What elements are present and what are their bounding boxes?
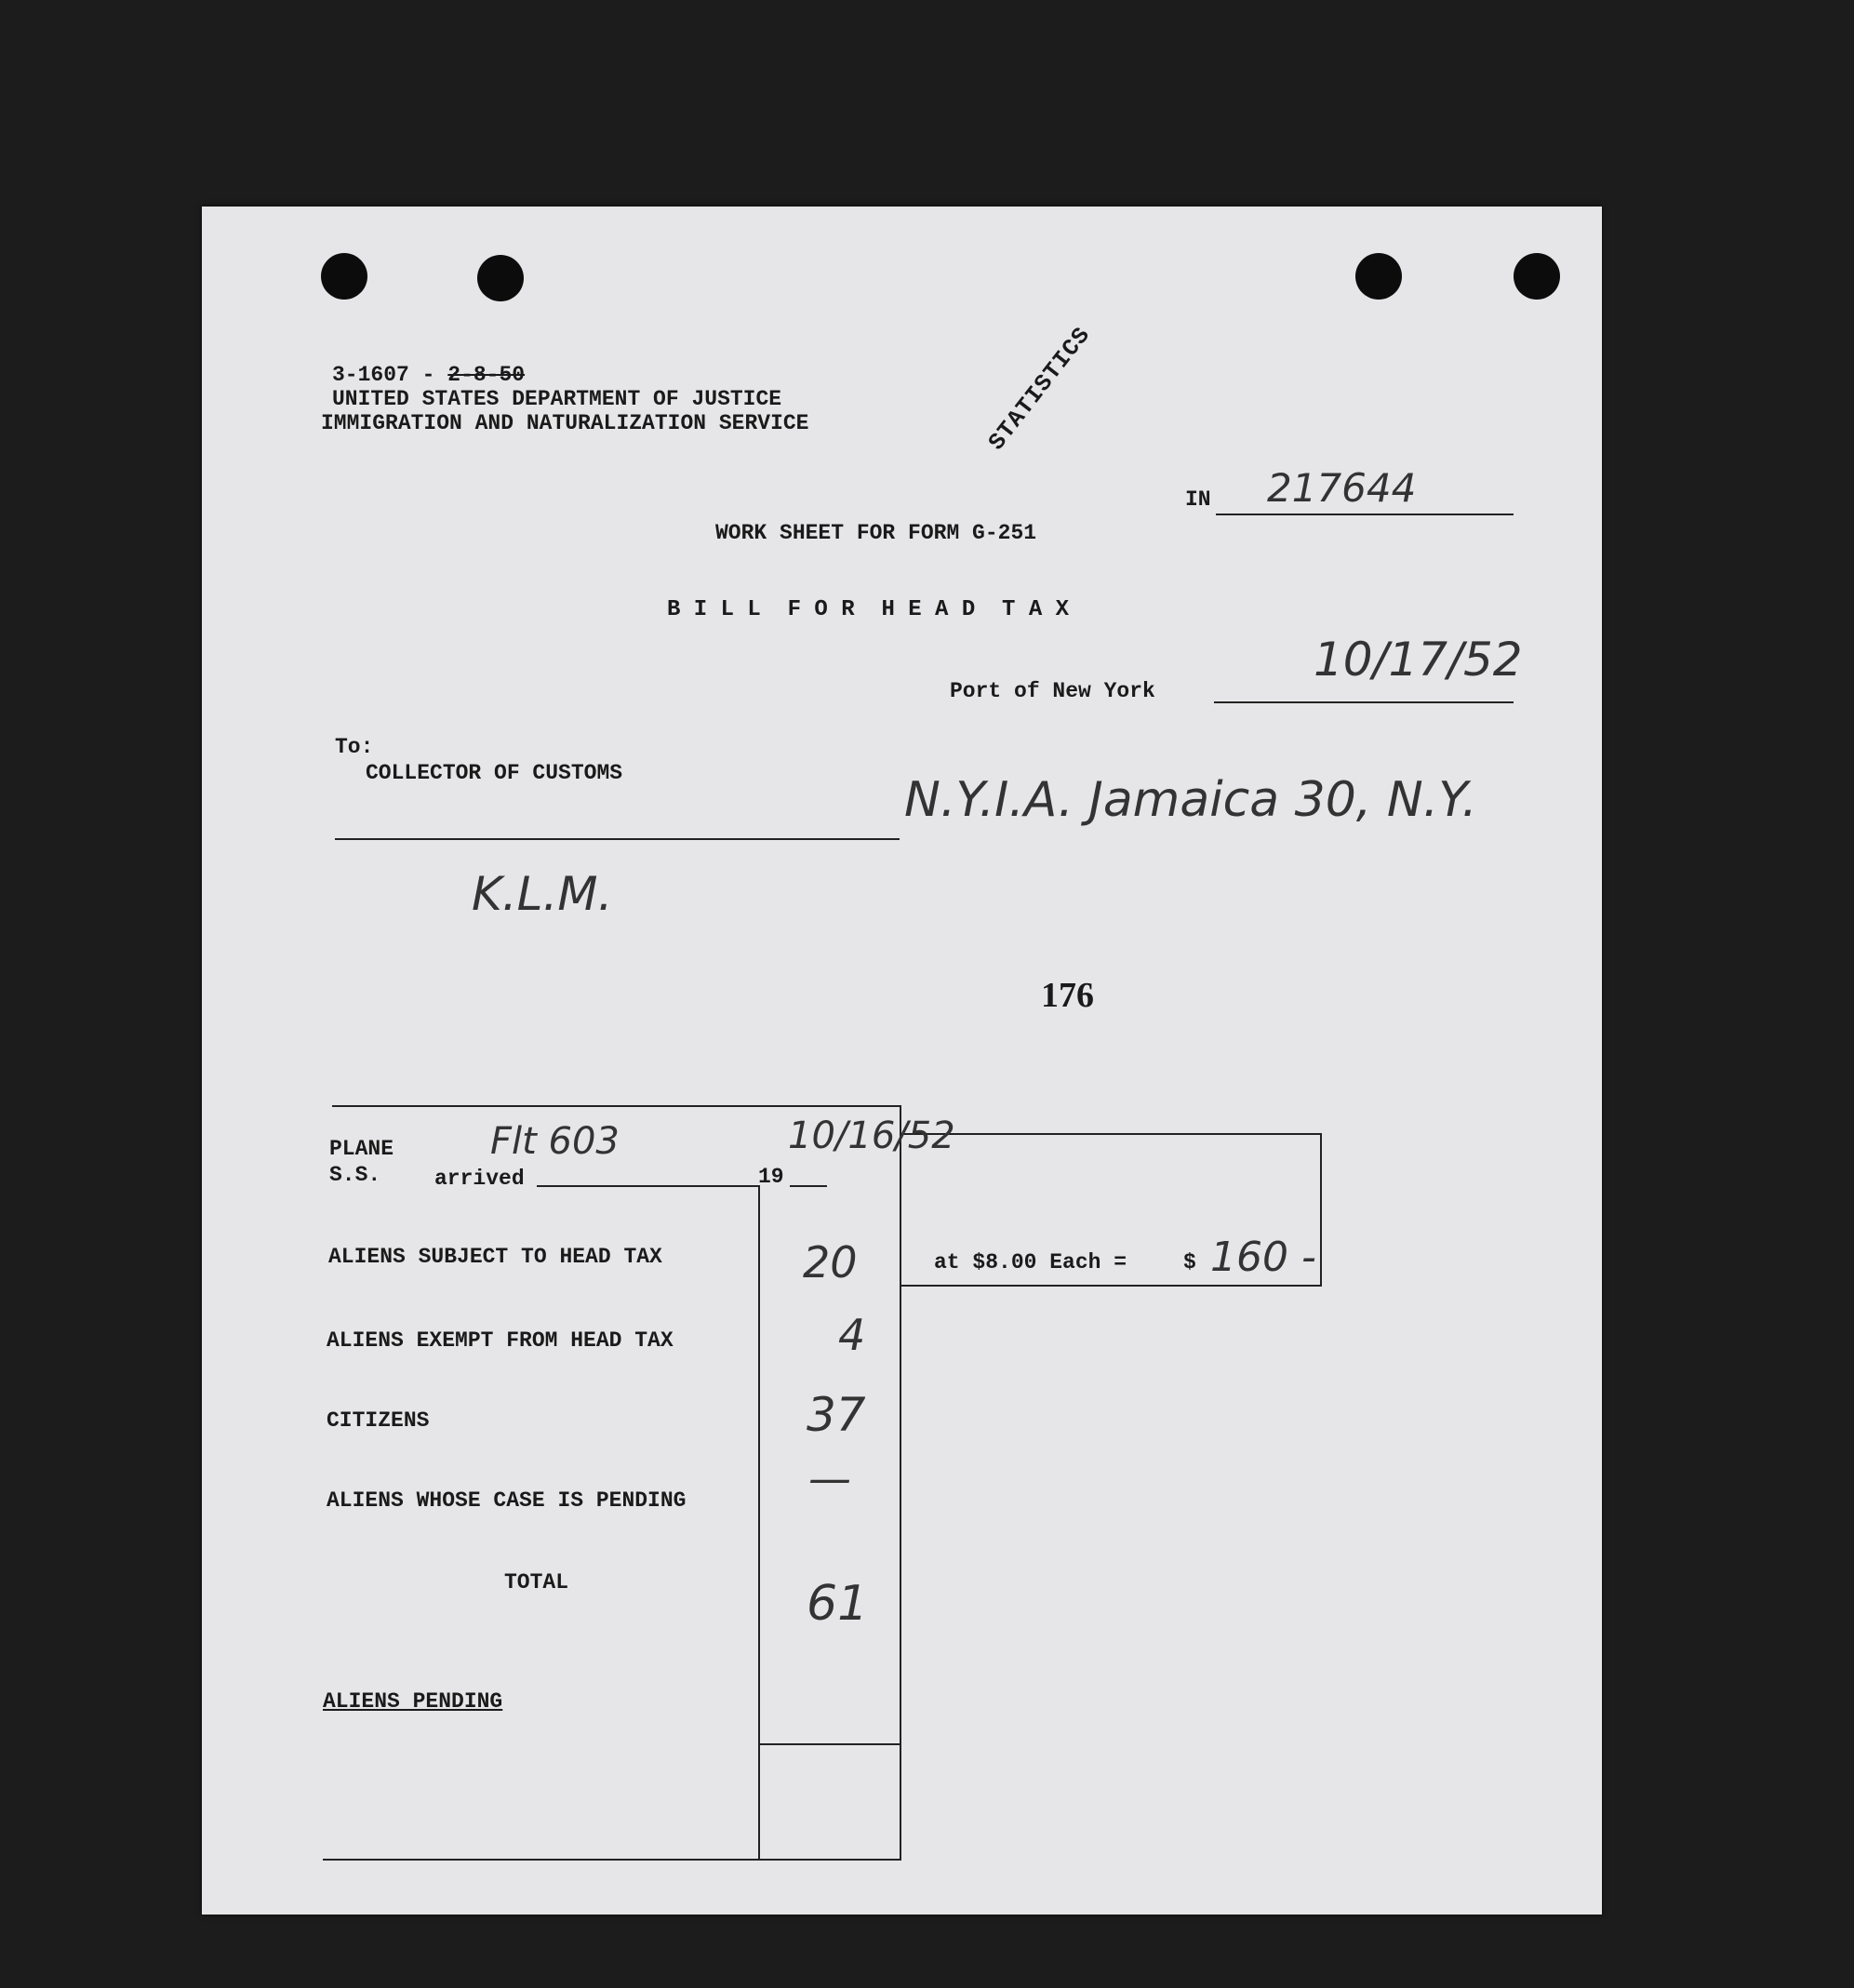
flight-number: Flt 603 [490, 1120, 620, 1163]
row-value-exempt: 4 [838, 1310, 866, 1360]
document-page [202, 207, 1602, 1915]
total-value: 61 [807, 1576, 869, 1632]
form-dash: - [421, 363, 435, 387]
punch-hole [477, 255, 524, 301]
aliens-pending-label: ALIENS PENDING [323, 1689, 503, 1714]
in-underline [1216, 514, 1514, 515]
row-label-citizens: CITIZENS [327, 1408, 430, 1433]
form-number: 3-1607 [332, 363, 409, 387]
punch-hole [321, 253, 367, 300]
row-value-pending: — [808, 1453, 851, 1503]
arrival-date: 10/16/52 [788, 1114, 955, 1157]
rate-box-top [901, 1133, 1322, 1135]
punch-hole [1514, 253, 1560, 300]
table-bottom-line [323, 1859, 901, 1861]
worksheet-title: WORK SHEET FOR FORM G-251 [715, 521, 1037, 545]
department-name: UNITED STATES DEPARTMENT OF JUSTICE [332, 387, 782, 411]
carrier-text: K.L.M. [472, 867, 613, 921]
collector-label: COLLECTOR OF CUSTOMS [366, 761, 623, 785]
form-header [321, 363, 809, 435]
form-count-number: 176 [1041, 976, 1094, 1015]
row-label-pending: ALIENS WHOSE CASE IS PENDING [327, 1488, 687, 1513]
row-value-citizens: 37 [807, 1388, 866, 1442]
row-label-subject: ALIENS SUBJECT TO HEAD TAX [328, 1245, 662, 1269]
in-label: IN [1185, 487, 1211, 512]
total-separator [758, 1743, 901, 1745]
rate-box-bottom [901, 1285, 1322, 1287]
bill-title: B I L L F O R H E A D T A X [667, 597, 1070, 622]
table-right-border [900, 1105, 901, 1861]
port-underline [1214, 701, 1514, 703]
port-date: 10/17/52 [1314, 633, 1523, 687]
punch-hole [1355, 253, 1402, 300]
row-value-subject: 20 [803, 1237, 858, 1288]
rate-text: at $8.00 Each = [934, 1250, 1127, 1274]
currency-symbol: $ [1183, 1250, 1196, 1274]
plane-label: PLANE [329, 1137, 394, 1161]
to-underline [335, 838, 900, 840]
year-underline [790, 1185, 827, 1187]
form-date: 2-8-50 [447, 363, 526, 387]
tax-amount: 160 - [1210, 1234, 1316, 1281]
in-number: 217644 [1267, 465, 1417, 511]
service-name: IMMIGRATION AND NATURALIZATION SERVICE [321, 411, 809, 435]
statistics-stamp: STATISTICS [983, 321, 1097, 456]
value-column-border [758, 1185, 760, 1861]
total-label: TOTAL [504, 1570, 569, 1594]
to-label: To: [335, 735, 374, 759]
ss-label: S.S. [329, 1163, 381, 1187]
port-label: Port of New York [950, 679, 1155, 703]
row-label-exempt: ALIENS EXEMPT FROM HEAD TAX [327, 1328, 674, 1353]
table-top-line [332, 1105, 901, 1107]
year-prefix: 19 [758, 1165, 784, 1189]
location-text: N.Y.I.A. Jamaica 30, N.Y. [904, 772, 1477, 828]
arrived-label: arrived [434, 1167, 525, 1191]
rate-box-right [1320, 1133, 1322, 1287]
arrived-underline [537, 1185, 760, 1187]
